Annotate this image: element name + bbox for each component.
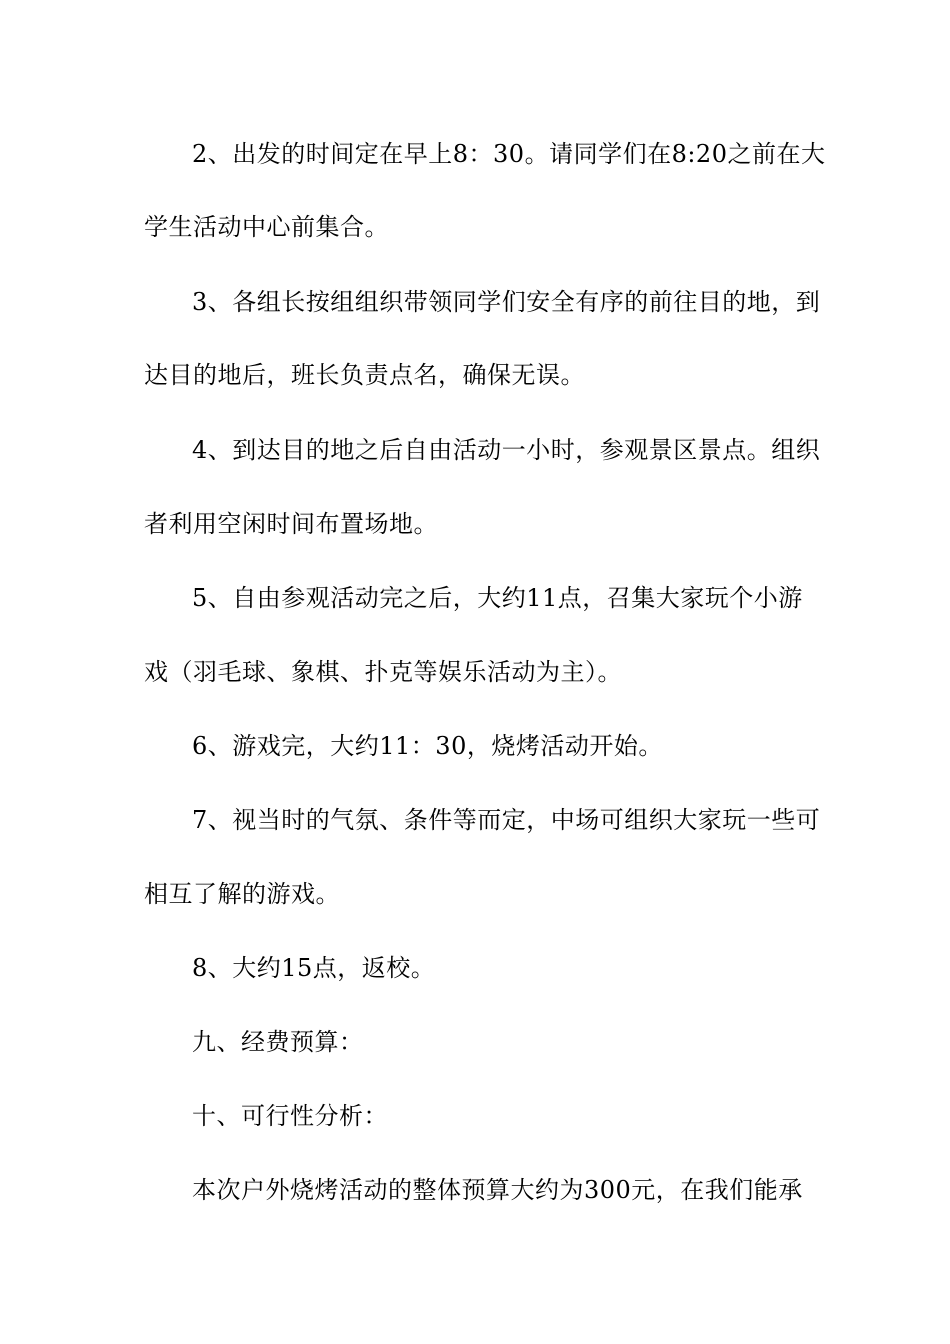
paragraph-line: 相互了解的游戏。 bbox=[144, 880, 340, 908]
section-heading: 十、可行性分析： bbox=[192, 1102, 388, 1130]
paragraph-line: 学生活动中心前集合。 bbox=[144, 213, 389, 241]
section-heading: 九、经费预算： bbox=[192, 1028, 364, 1056]
paragraph-line: 本次户外烧烤活动的整体预算大约为300元，在我们能承 bbox=[192, 1176, 803, 1204]
paragraph-line: 达目的地后，班长负责点名，确保无误。 bbox=[144, 361, 585, 389]
paragraph-line: 者利用空闲时间布置场地。 bbox=[144, 510, 438, 538]
paragraph-line: 8、大约15点，返校。 bbox=[192, 954, 436, 982]
paragraph-line: 戏（羽毛球、象棋、扑克等娱乐活动为主）。 bbox=[144, 658, 622, 686]
paragraph-line: 2、出发的时间定在早上8：30。请同学们在8:20之前在大 bbox=[192, 140, 826, 168]
paragraph-line: 7、视当时的气氛、条件等而定，中场可组织大家玩一些可 bbox=[192, 806, 821, 834]
paragraph-line: 4、到达目的地之后自由活动一小时，参观景区景点。组织 bbox=[192, 436, 821, 464]
paragraph-line: 6、游戏完，大约11：30，烧烤活动开始。 bbox=[192, 732, 663, 760]
paragraph-line: 5、自由参观活动完之后，大约11点，召集大家玩个小游 bbox=[192, 584, 803, 612]
paragraph-line: 3、各组长按组组织带领同学们安全有序的前往目的地，到 bbox=[192, 288, 821, 316]
